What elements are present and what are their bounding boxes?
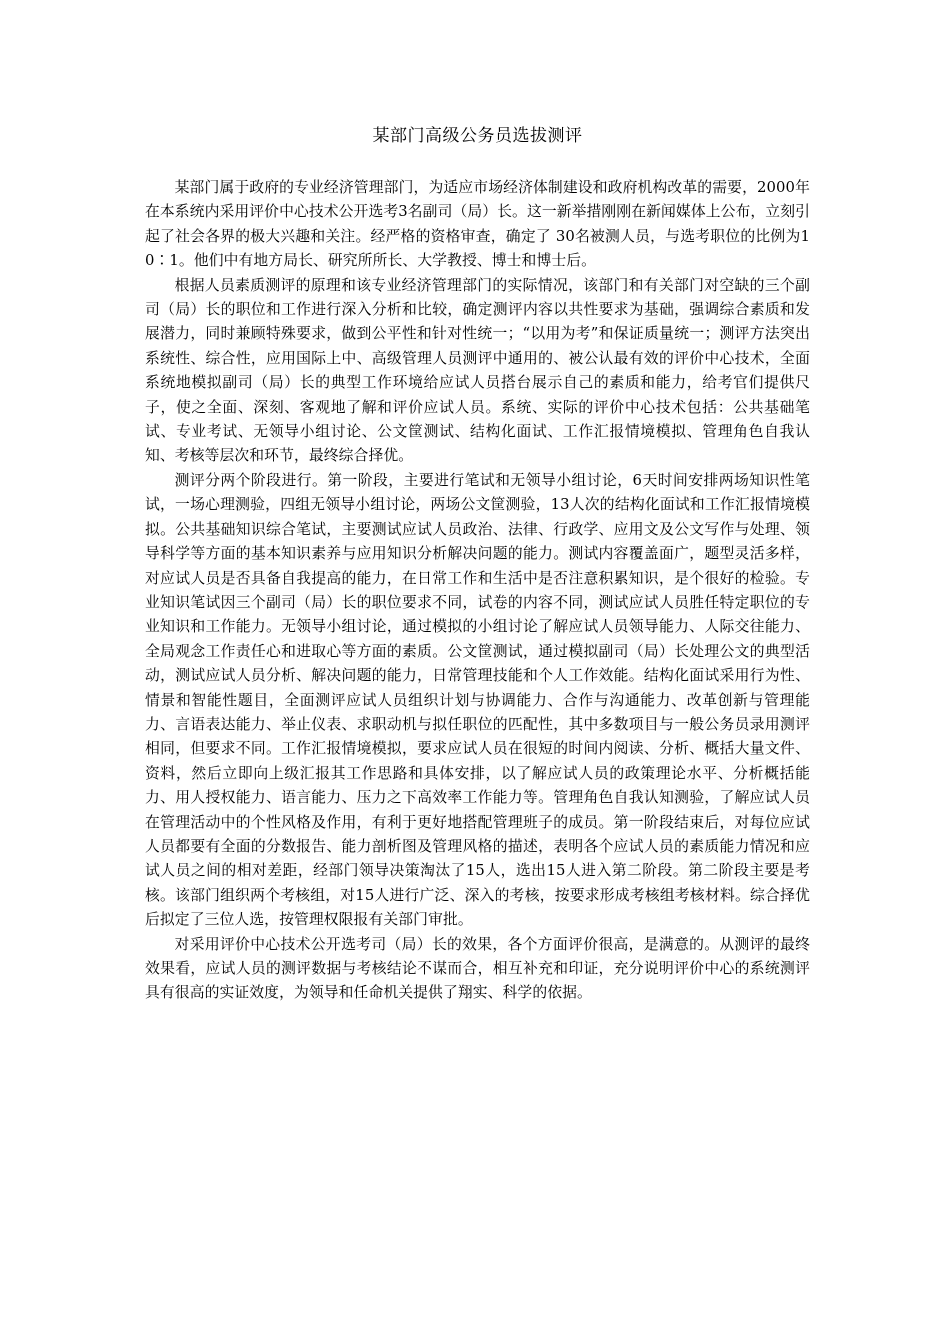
paragraph-3: 测评分两个阶段进行。第一阶段，主要进行笔试和无领导小组讨论，6天时间安排两场知识性笔试，一场心理测验，四组无领导小组讨论，两场公文筐测验，13人次的结构化面试和工作汇报情境模拟。公共基础知识综合笔试，主要测试应试人员政治、法律、行政学、应用文及公文写作与处理、领导科学等方面的基本知识素养与应用知识分析解决问题的能力。测试内容覆盖面广，题型灵活多样，对应试人员是否具备自我提高的能力，在日常工作和生活中是否注意积累知识，是个很好的检验。专业知识笔试因三个副司（局）长的职位要求不同，试卷的内容不同，测试应试人员胜任特定职位的专业知识和工作能力。无领导小组讨论，通过模拟的小组讨论了解应试人员领导能力、人际交往能力、全局观念工作责任心和进取心等方面的素质。公文筐测试，通过模拟副司（局）长处理公文的典型活动，测试应试人员分析、解决问题的能力，日常管理技能和个人工作效能。结构化面试采用行为性、情景和智能性题目，全面测评应试人员组织计划与协调能力、合作与沟通能力、改革创新与管理能力、言语表达能力、举止仪表、求职动机与拟任职位的匹配性，其中多数项目与一般公务员录用测评相同，但要求不同。工作汇报情境模拟，要求应试人员在很短的时间内阅读、分析、概括大量文件、资料，然后立即向上级汇报其工作思路和具体安排，以了解应试人员的政策理论水平、分析概括能力、用人授权能力、语言能力、压力之下高效率工作能力等。管理角色自我认知测验，了解应试人员在管理活动中的个性风格及作用，有利于更好地搭配管理班子的成员。第一阶段结束后，对每位应试人员都要有全面的分数报告、能力剖析图及管理风格的描述，表明各个应试人员的素质能力情况和应试人员之间的相对差距，经部门领导决策淘汰了15人，选出15人进入第二阶段。第二阶段主要是考核。该部门组织两个考核组，对15人进行广泛、深入的考核，按要求形成考核组考核材料。综合择优后拟定了三位人选，按管理权限报有关部门审批。 (145, 471, 810, 929)
document-title: 某部门高级公务员选拔测评 (372, 126, 583, 146)
paragraph-2: 根据人员素质测评的原理和该专业经济管理部门的实际情况，该部门和有关部门对空缺的三个副司（局）长的职位和工作进行深入分析和比较，确定测评内容以共性要求为基础，强调综合素质和发展潜力，同时兼顾特殊要求，做到公平性和针对性统一；“以用为考”和保证质量统一；测评方法突出系统性、综合性，应用国际上中、高级管理人员测评中通用的、被公认最有效的评价中心技术，全面系统地模拟副司（局）长的典型工作环境给应试人员搭台展示自己的素质和能力，给考官们提供尺子，使之全面、深刻、客观地了解和评价应试人员。系统、实际的评价中心技术包括：公共基础笔试、专业考试、无领导小组讨论、公文筐测试、结构化面试、工作汇报情境模拟、管理角色自我认知、考核等层次和环节，最终综合择优。 (145, 276, 810, 465)
paragraph-4: 对采用评价中心技术公开选考司（局）长的效果，各个方面评价很高，是满意的。从测评的最终效果看，应试人员的测评数据与考核结论不谋而合，相互补充和印证，充分说明评价中心的系统测评具有很高的实证效度，为领导和任命机关提供了翔实、科学的依据。 (145, 935, 810, 1002)
document-page (145, 124, 810, 1006)
paragraph-1: 某部门属于政府的专业经济管理部门，为适应市场经济体制建设和政府机构改革的需要，2000年在本系统内采用评价中心技术公开选考3名副司（局）长。这一新举措刚刚在新闻媒体上公布，立刻引起了社会各界的极大兴趣和关注。经严格的资格审查，确定了 30名被测人员，与选考职位的比例为10∶1。他们中有地方局长、研究所所长、大学教授、博士和博士后。 (145, 179, 810, 270)
